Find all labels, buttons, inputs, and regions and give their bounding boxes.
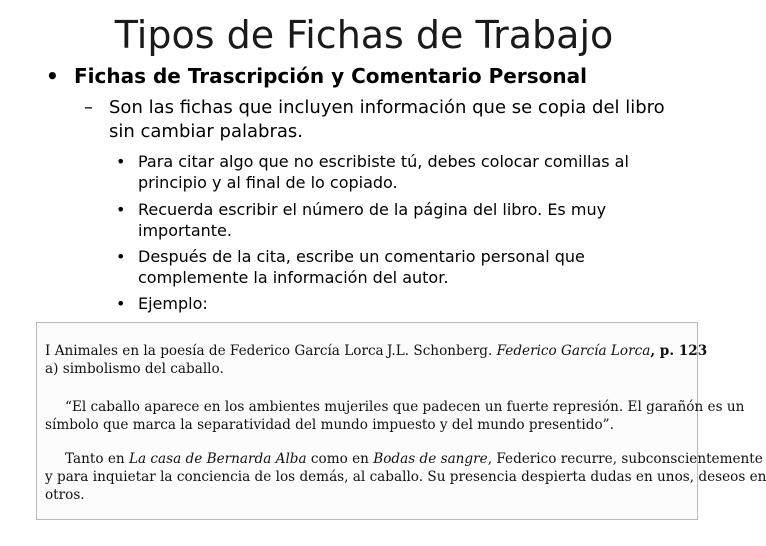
bullet-icon: •: [116, 200, 126, 219]
example-comment-line: [65, 451, 763, 468]
example-comment-line: otros.: [45, 487, 85, 503]
slide-title: Tipos de Fichas de Trabajo: [114, 13, 614, 57]
comment-work-title: La casa de Bernarda Alba: [128, 451, 307, 467]
citation-author: J.L. Schonberg.: [387, 343, 493, 359]
example-quote-line: “El caballo aparece en los ambientes mujeriles que padecen un fuerte represión. El garañón es un: [65, 399, 745, 415]
comment-text: , Federico recurre, subconscientemente: [487, 451, 763, 467]
dash-icon: –: [84, 97, 93, 118]
bullet-level3-text: Después de la cita, escribe un comentario personal que complemente la información del autor.: [138, 247, 585, 287]
bullet-icon: •: [116, 247, 126, 266]
example-quote-line: símbolo que marca la separatividad del mundo impuesto y del mundo presentido”.: [45, 417, 614, 433]
citation-page: , p. 123: [650, 343, 708, 359]
comment-text: como en: [306, 451, 374, 467]
example-card: [36, 322, 766, 520]
bullet-level3-text: Ejemplo:: [138, 294, 208, 313]
comment-text: Tanto en: [65, 451, 129, 467]
example-comment-line: y para inquietar la conciencia de los demás, al caballo. Su presencia despierta dudas en unos, deseos en: [45, 469, 766, 485]
bullet-icon: •: [116, 294, 126, 313]
bullet-level3-text: Para citar algo que no escribiste tú, debes colocar comillas al principio y al final de lo copiado.: [138, 152, 629, 192]
bullet-icon: •: [116, 152, 126, 171]
comment-work-title: Bodas de sangre: [373, 451, 488, 467]
example-subheading: a) simbolismo del caballo.: [45, 361, 224, 377]
example-heading: I Animales en la poesía de Federico García Lorca: [45, 343, 384, 359]
bullet-level2-text: Son las fichas que incluyen información que se copia del libro sin cambiar palabras.: [109, 97, 665, 142]
bullet-icon: •: [46, 64, 59, 88]
citation-book-title: Federico García Lorca: [496, 343, 651, 359]
bullet-level1-text: Fichas de Trascripción y Comentario Personal: [74, 64, 587, 88]
bullet-level3-text: Recuerda escribir el número de la página del libro. Es muy importante.: [138, 200, 607, 240]
example-citation: [387, 343, 707, 360]
